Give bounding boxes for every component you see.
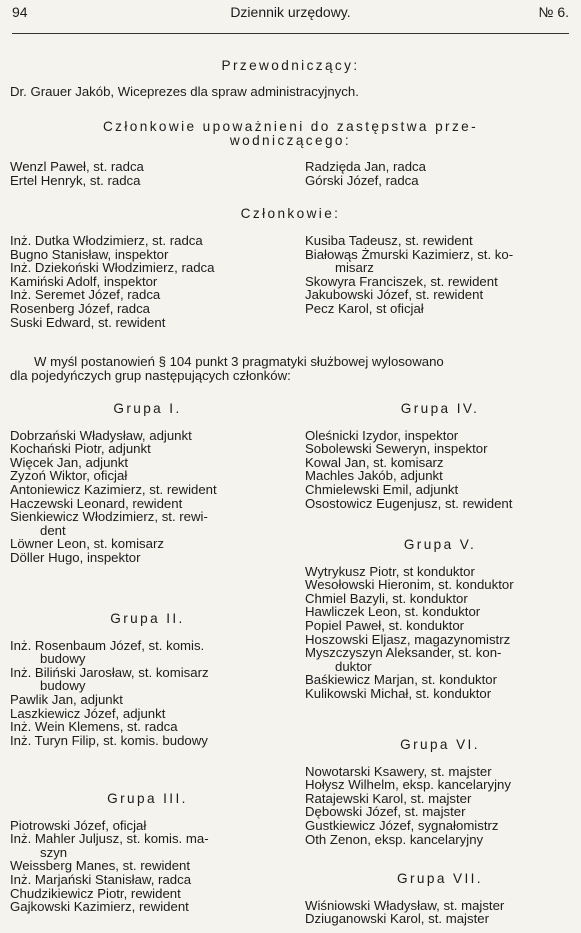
list-item: Kulikowski Michał, st. konduktor <box>305 685 492 701</box>
list-item: Pecz Karol, st oficjał <box>305 300 424 316</box>
group-title: Grupa I. <box>113 401 182 416</box>
list-item-continuation: duktor <box>335 658 372 674</box>
group-title: Grupa V. <box>403 537 477 552</box>
list-item: Kamiński Adolf, inspektor <box>10 273 158 289</box>
list-item: Hołysz Wilhelm, eksp. kancelaryjny <box>305 777 511 793</box>
list-item: Sobolewski Seweryn, inspektor <box>305 441 488 457</box>
list-item: Piotrowski Józef, oficjał <box>10 817 147 833</box>
list-item: Bugno Stanisław, inspektor <box>10 246 169 262</box>
group-2 <box>10 612 285 747</box>
list-item: Chudzikiewicz Piotr, rewident <box>10 885 181 901</box>
list-item: Löwner Leon, st. komisarz <box>10 536 164 552</box>
list-item: Chmielewski Emil, adjunkt <box>305 481 459 497</box>
list-item: Gustkiewicz Józef, sygnałomistrz <box>305 817 499 833</box>
group-title: Grupa VII. <box>397 871 483 886</box>
list-item: Wesołowski Hieronim, st. konduktor <box>305 577 514 593</box>
list-item: Inż. Rosenbaum Józef, st. komis. <box>10 637 205 653</box>
deputies-heading-line1: Członkowie upoważnieni do zastępstwa prze- <box>102 119 479 134</box>
group-title: Grupa II. <box>110 611 185 626</box>
group-title: Grupa VI. <box>400 737 480 752</box>
list-item: Inż. Seremet Józef, radca <box>10 287 161 303</box>
list-item: Laszkiewicz Józef, adjunkt <box>10 705 166 721</box>
list-item: Döller Hugo, inspektor <box>10 549 141 565</box>
list-item: Oth Zenon, eksp. kancelaryjny <box>305 831 484 847</box>
list-item: Wenzl Paweł, st. radca <box>10 159 144 174</box>
list-item: Zyzoń Wiktor, oficjał <box>10 468 128 484</box>
paragraph-line: W myśl postanowień § 104 punkt 3 pragmatyki służbowej wylosowano <box>34 354 444 369</box>
list-item: Jakubowski Józef, st. rewident <box>305 287 484 303</box>
list-item: Ertel Henryk, st. radca <box>10 172 141 188</box>
list-item: Inż. Marjański Stanisław, radca <box>10 871 192 887</box>
list-item: Dziuganowski Karol, st. majster <box>305 911 489 927</box>
list-item: Pawlik Jan, adjunkt <box>10 691 123 707</box>
list-item-continuation: dent <box>40 522 66 538</box>
list-item: Osostowicz Eugenjusz, st. rewident <box>305 495 513 511</box>
group-1 <box>10 402 285 565</box>
list-item: Dębowski Józef, st. majster <box>305 804 466 820</box>
issue-number: № 6. <box>538 4 569 20</box>
page-number: 94 <box>12 4 28 20</box>
deputies-heading-line2: wodniczącego: <box>229 133 352 148</box>
list-item: Haczewski Leonard, rewident <box>10 495 183 511</box>
list-item: Radzięda Jan, radca <box>305 159 426 174</box>
page-header <box>12 6 569 24</box>
deputies-left-list <box>10 160 144 187</box>
list-item: Nowotarski Ksawery, st. majster <box>305 763 492 779</box>
list-item: Gajkowski Kazimierz, rewident <box>10 899 189 915</box>
list-item: Sienkiewicz Włodzimierz, st. rewi- <box>10 509 208 525</box>
list-item: Wytrykusz Piotr, st konduktor <box>305 563 475 579</box>
list-item: Ratajewski Karol, st. majster <box>305 790 472 806</box>
group-3 <box>10 792 285 914</box>
group-4 <box>305 402 575 510</box>
list-item: Machles Jakób, adjunkt <box>305 468 443 484</box>
list-item: Hawliczek Leon, st. konduktor <box>305 604 481 620</box>
list-item-continuation: budowy <box>40 678 86 694</box>
group-5 <box>305 538 575 701</box>
list-item: Chmiel Bazyli, st. konduktor <box>305 590 468 606</box>
list-item: Wiśniowski Władysław, st. majster <box>305 897 505 913</box>
list-item: Inż. Mahler Juljusz, st. komis. ma- <box>10 831 209 847</box>
group-7 <box>305 872 575 926</box>
members-left-list <box>10 234 214 329</box>
list-item: Antoniewicz Kazimierz, st. rewident <box>10 481 217 497</box>
list-item: Kochański Piotr, adjunkt <box>10 441 151 457</box>
list-item-continuation: misarz <box>335 260 374 276</box>
list-item: Inż. Wein Klemens, st. radca <box>10 719 178 735</box>
list-item: Więcek Jan, adjunkt <box>10 454 129 470</box>
group-title: Grupa IV. <box>400 401 480 416</box>
list-item: Skowyra Franciszek, st. rewident <box>305 273 498 289</box>
chair-heading: Przewodniczący: <box>221 58 360 73</box>
members-right-list <box>305 234 513 316</box>
paragraph-line: dla pojedyńczych grup następujących członków: <box>10 367 291 383</box>
list-item: Kusiba Tadeusz, st. rewident <box>305 233 473 248</box>
deputies-right-list <box>305 160 426 187</box>
list-item: Inż. Dziekoński Włodzimierz, radca <box>10 260 215 276</box>
chair-name: Dr. Grauer Jakób, Wiceprezes dla spraw administracyjnych. <box>10 84 359 99</box>
list-item: Baśkiewicz Marjan, st. konduktor <box>305 672 498 688</box>
list-item-continuation: budowy <box>40 651 86 667</box>
group-title: Grupa III. <box>107 791 188 806</box>
list-item: Oleśnicki Izydor, inspektor <box>305 427 459 443</box>
list-item: Myszczyszyn Aleksander, st. kon- <box>305 645 502 661</box>
members-heading: Członkowie: <box>240 206 341 221</box>
list-item: Suski Edward, st. rewident <box>10 314 166 330</box>
header-rule <box>12 33 569 34</box>
list-item: Inż. Turyn Filip, st. komis. budowy <box>10 732 208 748</box>
list-item: Kowal Jan, st. komisarz <box>305 454 444 470</box>
list-item: Górski Józef, radca <box>305 172 419 188</box>
list-item: Białowąs Żmurski Kazimierz, st. ko- <box>305 246 514 262</box>
list-item: Rosenberg Józef, radca <box>10 300 151 316</box>
list-item-continuation: szyn <box>40 844 68 860</box>
list-item: Hoszowski Eljasz, magazynomistrz <box>305 631 511 647</box>
list-item: Popiel Paweł, st. konduktor <box>305 617 465 633</box>
list-item: Weissberg Manes, st. rewident <box>10 858 191 874</box>
group-6 <box>305 738 575 846</box>
list-item: Inż. Biliński Jarosław, st. komisarz <box>10 664 209 680</box>
journal-title: Dziennik urzędowy. <box>230 4 351 20</box>
list-item: Inż. Dutka Włodzimierz, st. radca <box>10 233 203 248</box>
list-item: Dobrzański Władysław, adjunkt <box>10 427 192 443</box>
lottery-paragraph <box>10 355 569 382</box>
